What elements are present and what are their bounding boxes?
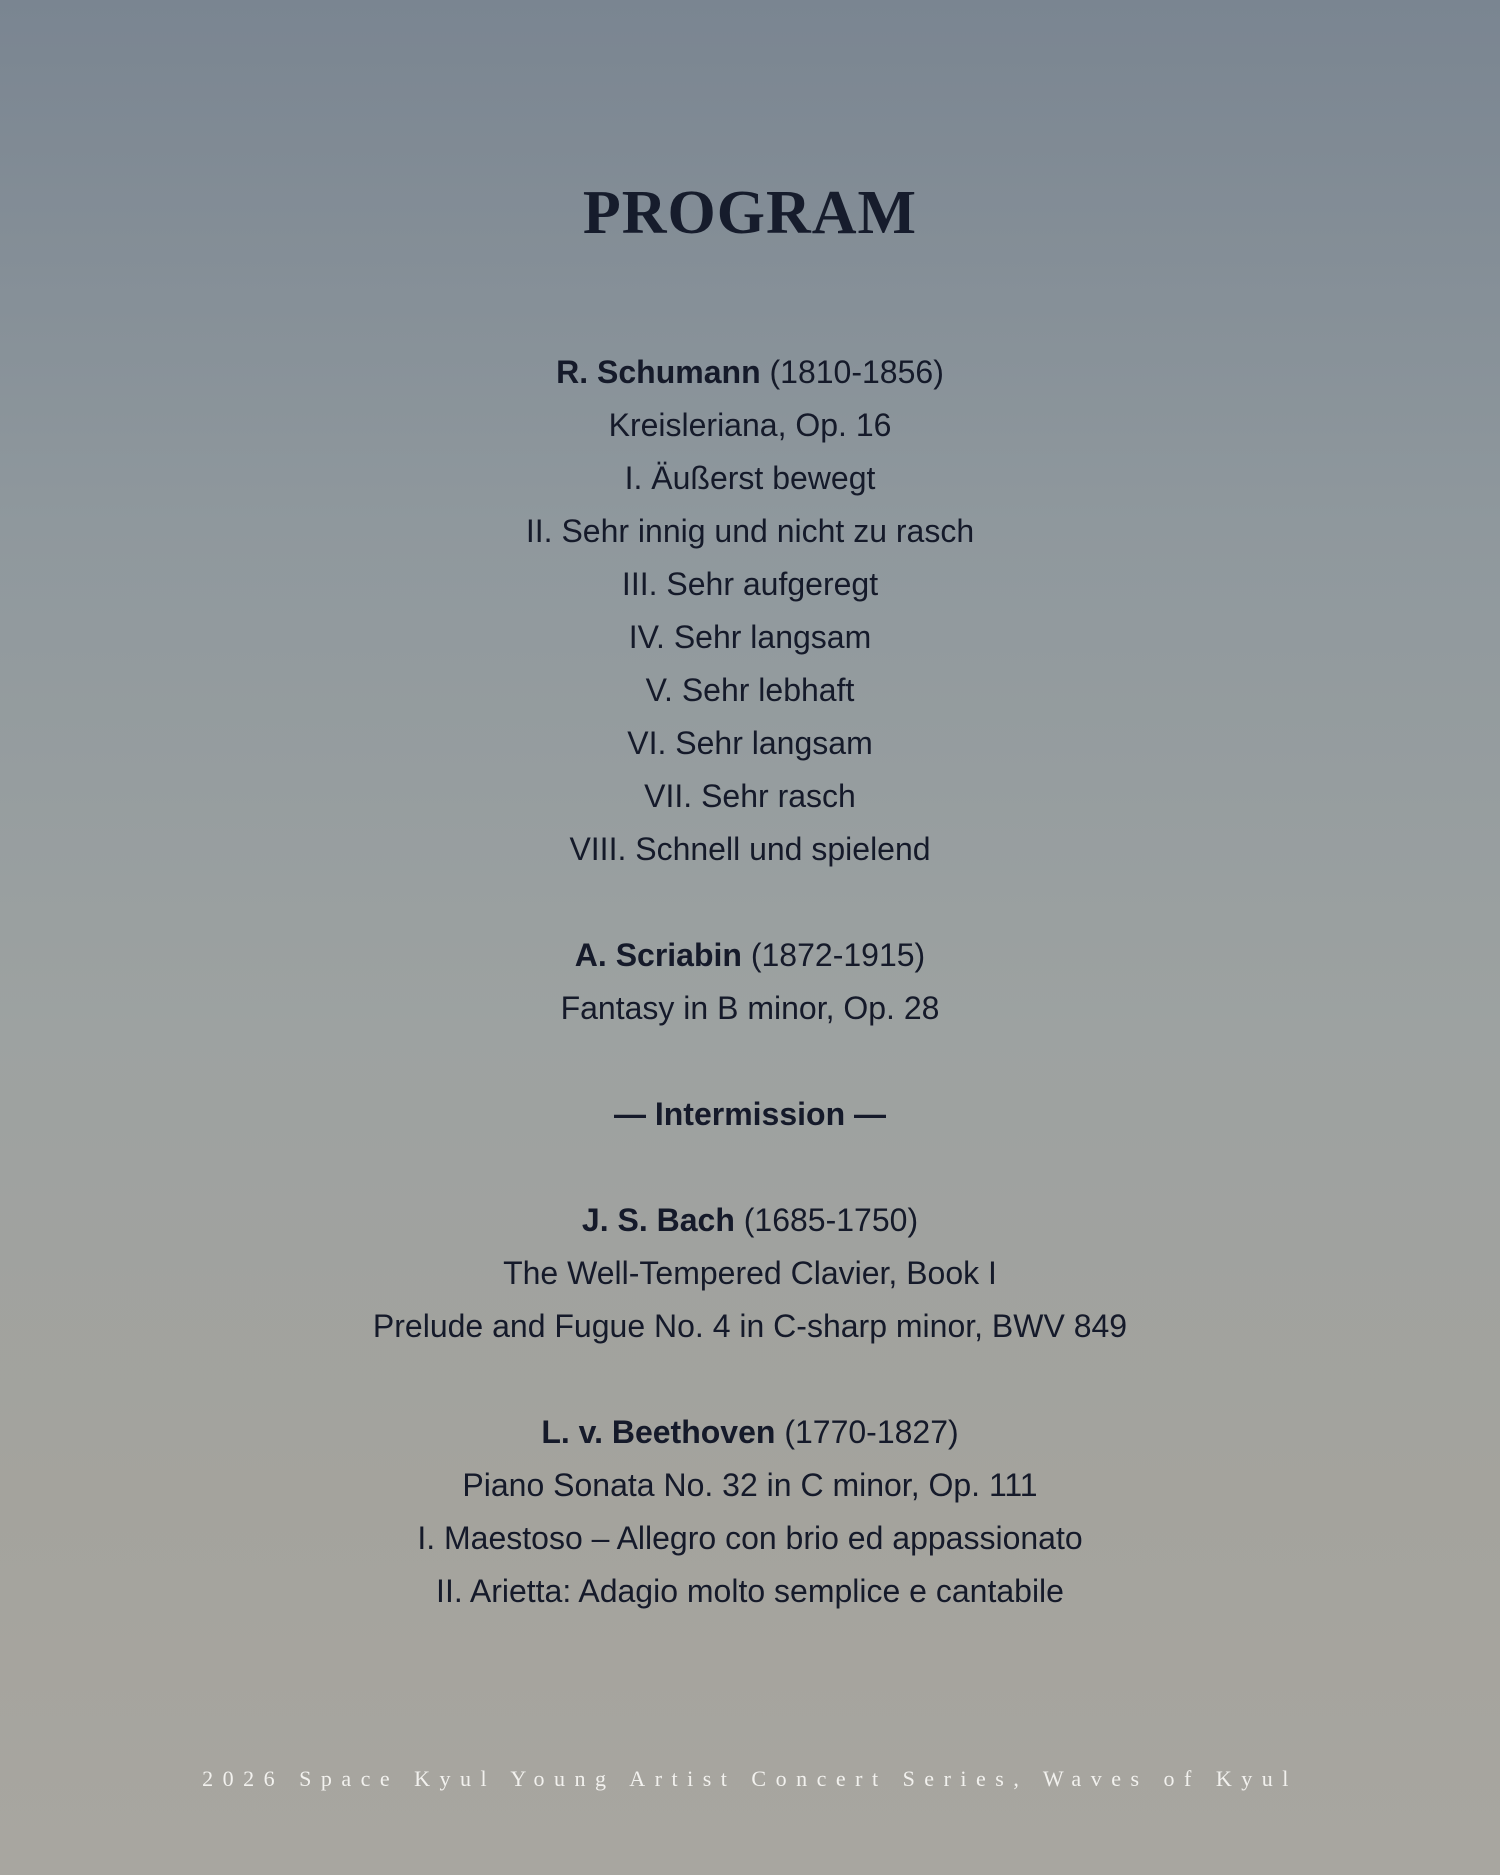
footer-series-name: 2026 Space Kyul Young Artist Concert Series, Waves of Kyul	[202, 1766, 1298, 1791]
composer-dates: (1770-1827)	[784, 1414, 959, 1450]
work-subtitle: Prelude and Fugue No. 4 in C-sharp minor, BWV 849	[372, 1308, 1128, 1344]
movement-line: VII. Sehr rasch	[644, 778, 856, 814]
work-title: Fantasy in B minor, Op. 28	[560, 990, 940, 1026]
work-title: Piano Sonata No. 32 in C minor, Op. 111	[462, 1467, 1038, 1503]
piece-bach	[0, 1194, 1500, 1353]
intermission-label: — Intermission —	[613, 1096, 887, 1132]
movement-line: V. Sehr lebhaft	[645, 672, 855, 708]
movement-line: II. Sehr innig und nicht zu rasch	[525, 513, 975, 549]
movement-line: VI. Sehr langsam	[627, 725, 873, 761]
composer-name: J. S. Bach	[581, 1202, 735, 1238]
work-title: The Well-Tempered Clavier, Book I	[503, 1255, 997, 1291]
composer-name: R. Schumann	[556, 354, 761, 390]
movement-line: I. Äußerst bewegt	[624, 460, 876, 496]
composer-dates: (1872-1915)	[750, 937, 926, 973]
composer-name: L. v. Beethoven	[541, 1414, 776, 1450]
movement-line: I. Maestoso – Allegro con brio ed appassionato	[417, 1520, 1083, 1556]
program-list	[0, 346, 1500, 1671]
movement-line: VIII. Schnell und spielend	[569, 831, 931, 867]
composer-dates: (1810-1856)	[769, 354, 944, 390]
composer-line	[0, 346, 1500, 399]
movement-line: III. Sehr aufgeregt	[621, 566, 879, 602]
composer-line	[0, 929, 1500, 982]
page-title: PROGRAM	[582, 179, 918, 247]
piece-beethoven	[0, 1406, 1500, 1618]
piece-scriabin	[0, 929, 1500, 1035]
movement-line: IV. Sehr langsam	[628, 619, 872, 655]
piece-schumann	[0, 346, 1500, 876]
composer-line	[0, 1194, 1500, 1247]
composer-line	[0, 1406, 1500, 1459]
movement-line: II. Arietta: Adagio molto semplice e cantabile	[436, 1573, 1064, 1609]
composer-name: A. Scriabin	[574, 937, 742, 973]
work-title: Kreisleriana, Op. 16	[608, 407, 892, 443]
composer-dates: (1685-1750)	[743, 1202, 919, 1238]
